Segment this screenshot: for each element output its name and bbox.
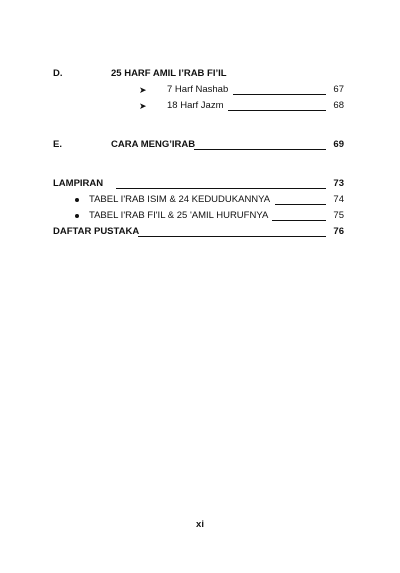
- section-d-title: 25 HARF AMIL I’RAB FI’IL: [111, 68, 227, 79]
- leader-line: [228, 110, 326, 111]
- leader-line: [275, 204, 326, 205]
- leader-line: [194, 149, 326, 150]
- lampiran-title: LAMPIRAN: [53, 178, 104, 189]
- page-number-68: 68: [333, 100, 344, 111]
- page-number-69: 69: [333, 139, 344, 150]
- daftar-pustaka-title: DAFTAR PUSTAKA: [53, 226, 140, 237]
- toc-entry-harf-nashab: 7 Harf Nashab: [167, 84, 229, 95]
- leader-line: [233, 94, 326, 95]
- arrow-bullet-icon: ➤: [139, 85, 147, 95]
- page-number-76: 76: [333, 226, 344, 237]
- page-number-73: 73: [333, 178, 344, 189]
- section-d-letter: D.: [53, 68, 63, 79]
- leader-line: [272, 220, 326, 221]
- leader-line: [138, 236, 326, 237]
- page-number-67: 67: [333, 84, 344, 95]
- section-e-letter: E.: [53, 139, 62, 150]
- toc-entry-tabel-irab-isim: TABEL I'RAB ISIM & 24 KEDUDUKANNYA: [89, 194, 271, 205]
- toc-entry-tabel-irab-fiil: TABEL I'RAB FI'IL & 25 'AMIL HURUFNYA: [89, 210, 269, 221]
- section-e-title: CARA MENG’IRAB: [111, 139, 196, 150]
- page-footer-number: xi: [196, 519, 204, 530]
- arrow-bullet-icon: ➤: [139, 101, 147, 111]
- bullet-icon: [75, 198, 79, 202]
- page-number-75: 75: [333, 210, 344, 221]
- toc-entry-harf-jazm: 18 Harf Jazm: [167, 100, 224, 111]
- leader-line: [116, 188, 326, 189]
- page-number-74: 74: [333, 194, 344, 205]
- bullet-icon: [75, 214, 79, 218]
